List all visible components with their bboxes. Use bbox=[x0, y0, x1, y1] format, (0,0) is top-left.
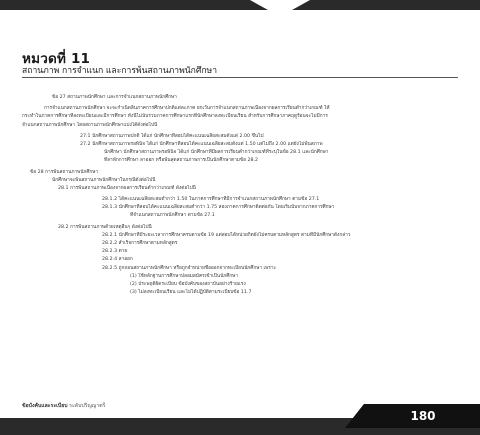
body-line: (3) ไม่ลงทะเบียนเรียน และไม่ได้ปฏิบัติตามระเบียบข้อ 11.7 bbox=[130, 290, 252, 296]
chapter-subtitle: สถานภาพ การจำแนก และการพ้นสถานภาพนักศึกษา bbox=[22, 66, 218, 76]
body-line: 27.1 นักศึกษาสถานภาพปกติ ได้แก่ นักศึกษาที่สอบได้คะแนนเฉลี่ยสะสมตั้งแต่ 2.00 ขึ้นไป bbox=[80, 133, 264, 139]
top-dark-band bbox=[0, 0, 480, 10]
body-line: 28.2.5 ถูกถอนสถานภาพนักศึกษา หรือถูกจำหน่ายชื่อออกจากทะเบียนนักศึกษา เพราะ bbox=[102, 265, 277, 271]
body-line: (2) ประพฤติผิดระเบียบ ข้อบังคับของสถาบันอย่างร้ายแรง bbox=[130, 281, 246, 287]
chapter-title: หมวดที่ 11 bbox=[22, 51, 91, 67]
body-line: กระทำในภาคการศึกษาที่ลงทะเบียนและมีการศึกษา ทั้งนี้ไม่นับรวมภาคการศึกษาแรกที่นักศึกษาลงทะเบียนเรียน สำหรับการศึกษาภาคฤดูร้อนจะไม่มีการ bbox=[22, 114, 328, 120]
body-line: 28.1.2 ได้คะแนนเฉลี่ยสะสมต่ำกว่า 1.50 ในภาคการศึกษาที่มีการจำแนกสถานภาพนักศึกษา ตามข้อ 27.1 bbox=[102, 197, 320, 203]
body-line: นักศึกษา นักศึกษาสถานภาพรอพินิจ ได้แก่ นักศึกษาที่มีผลการเรียนต่ำกว่าเกณฑ์ที่ระบุในข้อ 28.1 และนักศึกษา bbox=[104, 150, 329, 156]
footer-label-bold: ข้อบังคับและระเบียบ bbox=[22, 403, 68, 409]
footer-label-rest: ระดับปริญญาตรี bbox=[67, 403, 106, 409]
body-line: 28.2 การพ้นสถานภาพด้วยเหตุอื่นๆ ดังต่อไปนี้ bbox=[58, 224, 152, 230]
footer-label bbox=[22, 402, 105, 410]
body-line: การจำแนกสถานภาพนักศึกษา จะจะกำเนิดสิ้นภาคการศึกษาปกติแต่ละภาค ยกเว้นการจำแนกสถานภาพเนื่องจากผลการเรียนต่ำกว่าเกณฑ์ ให้ bbox=[44, 106, 330, 112]
body-line: 28.2.4 ลาออก bbox=[102, 257, 133, 263]
title-divider bbox=[22, 77, 458, 78]
body-line: (1) ใช้หลักฐานการศึกษาปลอมสมัครเข้าเป็นนักศึกษา bbox=[130, 273, 238, 279]
body-line: 28.2.3 ตาย bbox=[102, 249, 128, 255]
body-line: นักศึกษาจะพ้นสถานภาพนักศึกษาในกรณีดังต่อไปนี้ bbox=[52, 177, 156, 183]
body-line: ข้อ 27 สถานภาพนักศึกษา และการจำแนกสถานภาพนักศึกษา bbox=[52, 95, 177, 100]
body-line: 27.2 นักศึกษาสถานภาพรอพินิจ ได้แก่ นักศึกษาที่สอบได้คะแนนเฉลี่ยสะสมตั้งแต่ 1.50 แต่ไม่ถึง 2.00 แต่ยังไม่พ้นสภาพ bbox=[80, 141, 323, 147]
body-line: 28.2.2 สำเร็จการศึกษาตามหลักสูตร bbox=[102, 241, 178, 246]
page-number: 180 bbox=[410, 409, 436, 423]
body-line: จำแนกสถานภาพนักศึกษา โดยสถานภาพนักศึกษาแบ่งได้ดังต่อไปนี้ bbox=[22, 122, 158, 128]
chapter-body bbox=[22, 94, 458, 297]
body-line: 28.1 การพ้นสถานภาพเนื่องจากผลการเรียนต่ำกว่าเกณฑ์ ดังต่อไปนี้ bbox=[58, 185, 196, 191]
body-line: 28.2.1 นักศึกษาที่มีระยะเวลาการศึกษาครบตามข้อ 19 แต่สอบได้หน่วยกิตยังไม่ครบตามหลักสูตร ตามที่มีนักศึกษาดังกล่าว bbox=[102, 232, 351, 238]
body-line: 28.1.3 นักศึกษาที่สอบได้คะแนนเฉลี่ยสะสมต่ำกว่า 1.75 สองภาคการศึกษาติดต่อกัน โดยเริ่มนับจากภาคการศึกษา bbox=[102, 205, 335, 211]
body-line: ที่จำแนกสถานภาพนักศึกษา ตามข้อ 27.1 bbox=[130, 213, 215, 219]
body-line: ที่ลาพักการศึกษา ลาออก หรือพ้นสุดสถานภาพการเป็นนักศึกษาตามข้อ 28.2 bbox=[104, 158, 259, 164]
body-line: ข้อ 28 การพ้นสถานภาพนักศึกษา bbox=[30, 169, 99, 175]
